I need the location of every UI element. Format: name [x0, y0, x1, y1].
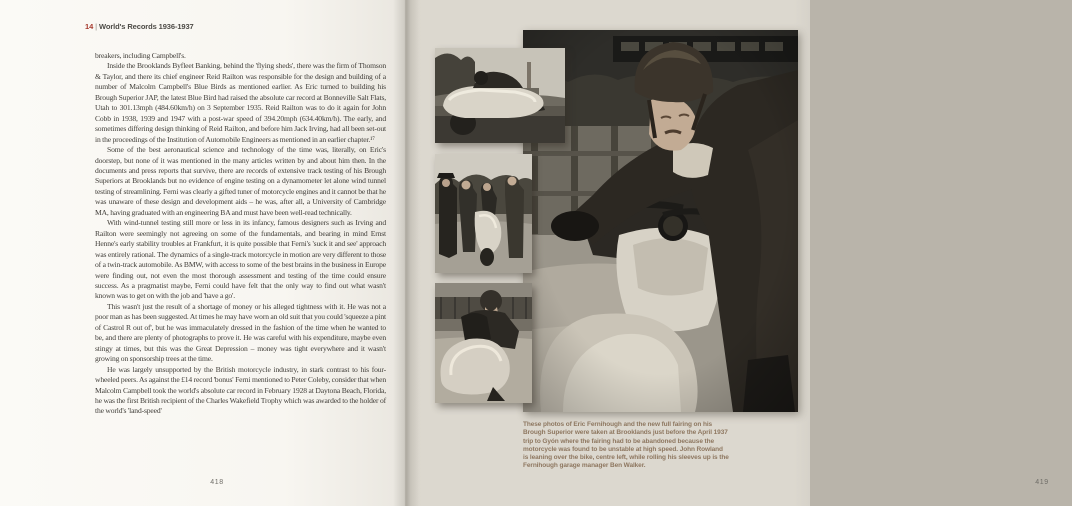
left-page	[0, 0, 405, 506]
photo-a-illustration	[435, 48, 565, 143]
photo-mechanic-crouched-behind-fairing-nose	[435, 283, 532, 403]
chapter-number: 14	[85, 22, 94, 31]
paragraph: This wasn't just the result of a shortage of money or his alleged tightness with it. He was not a poor man as has been suggested. At times he may have worn an old suit that you could 'squeeze a pint of Castrol R out of', but he was immaculately dressed in the fashion of the time when he wanted to be, and there are plenty of photographs to prove it. He was careful with his expenditure, maybe even stingy at times, but this was the Great Depression – money was tight everywhere and it wasn't growing on sponsorship trees at the time.	[95, 301, 386, 364]
paragraph: Some of the best aeronautical science and technology of the time was, literally, on Eric's doorstep, but none of it was mentioned in the many articles written by and about him then. In the documents and press reports that survive, there are records of extensive track testing of his Brough Superiors at Brooklands but no evidence of engine testing on a dynamometer let alone wind tunnel testing of streamlining. Ferni was clearly a gifted tuner of motorcycle engines and it cannot be that he was unaware of these design and development aids – he was, after all, a University of Cambridge MA, having graduated with an engineering BA and must have been well-read technically.	[95, 145, 386, 217]
photo-b-illustration	[435, 154, 532, 273]
paragraph: Inside the Brooklands Byfleet Banking, behind the 'flying sheds', there was the firm of Thomson & Taylor, and there its chief engineer Reid Railton was responsible for the design and building of a number of Malcolm Campbell's Blue Birds as mentioned earlier. As Eric turned to building his Brough Superior JAP, the latest Blue Bird had raised the absolute car record at Bonneville Salt Flats, Utah to 301.13mph (484.60km/h) on 3 September 1935. Reid Railton was to do it again for John Cobb in 1938, 1939 and 1947 with a post-war speed of 394.20mph (634.40km/h). The early, and sometimes differing design thinking of Reid Railton, and before him Jack Irving, had all been set-out in the proceedings of the Institution of Automobile Engineers as mentioned in an earlier chapter.¹⁷	[95, 61, 386, 144]
chapter-title: World's Records 1936-1937	[99, 22, 194, 31]
photo-rider-crouched-on-faired-motorcycle	[435, 48, 565, 143]
page-number-right: 419	[1035, 479, 1049, 486]
body-text	[95, 51, 386, 475]
photo-group-inspecting-faired-motorcycle-tail	[435, 154, 532, 273]
photo-c-illustration	[435, 283, 532, 403]
paragraph-continuation: breakers, including Campbell's.	[95, 51, 186, 60]
running-header	[85, 22, 194, 31]
photo-caption: These photos of Eric Fernihough and the new full fairing on his Brough Superior were taken at Brooklands just before the April 1937 trip to Gyón where the fairing had to be abandoned because the motorcycle was found to be unstable at high speed. John Rowland is leaning over the bike, centre left, while rolling his sleeves up is the Fernihough garage manager Ben Walker.	[523, 421, 729, 470]
header-separator: |	[95, 22, 98, 31]
page-number-left: 418	[210, 479, 224, 486]
right-page	[405, 0, 1049, 506]
paragraph: He was largely unsupported by the British motorcycle industry, in stark contrast to his four-wheeled peers. As against the £14 record 'bonus' Ferni mentioned to Peter Coleby, consider that when Malcolm Campbell took the world's absolute car record in February 1928 at Daytona Beach, Florida, he was the first British recipient of the Charles Wakefield Trophy which was awarded to the holder of the world's 'land-speed'	[95, 364, 386, 416]
paragraph: With wind-tunnel testing still more or less in its infancy, famous designers such as Irving and Railton were seemingly not agreeing on some of the fundamentals, and bearing in mind Ernst Henne's early stability troubles at Frankfurt, it is quite possible that Ferni's 'suck it and see' approach was entirely rational. The dynamics of a single-track motorcycle in motion are very different to those of a twin-track automobile. As BMW, with access to some of the best brains in the business in Europe were finding out, not even the most thorough assessment and testing of the time could ensure success. As a pragmatist maybe, Ferni could have felt that the only way to find out what wasn't known was to get on with the job and 'have a go'.	[95, 218, 386, 301]
